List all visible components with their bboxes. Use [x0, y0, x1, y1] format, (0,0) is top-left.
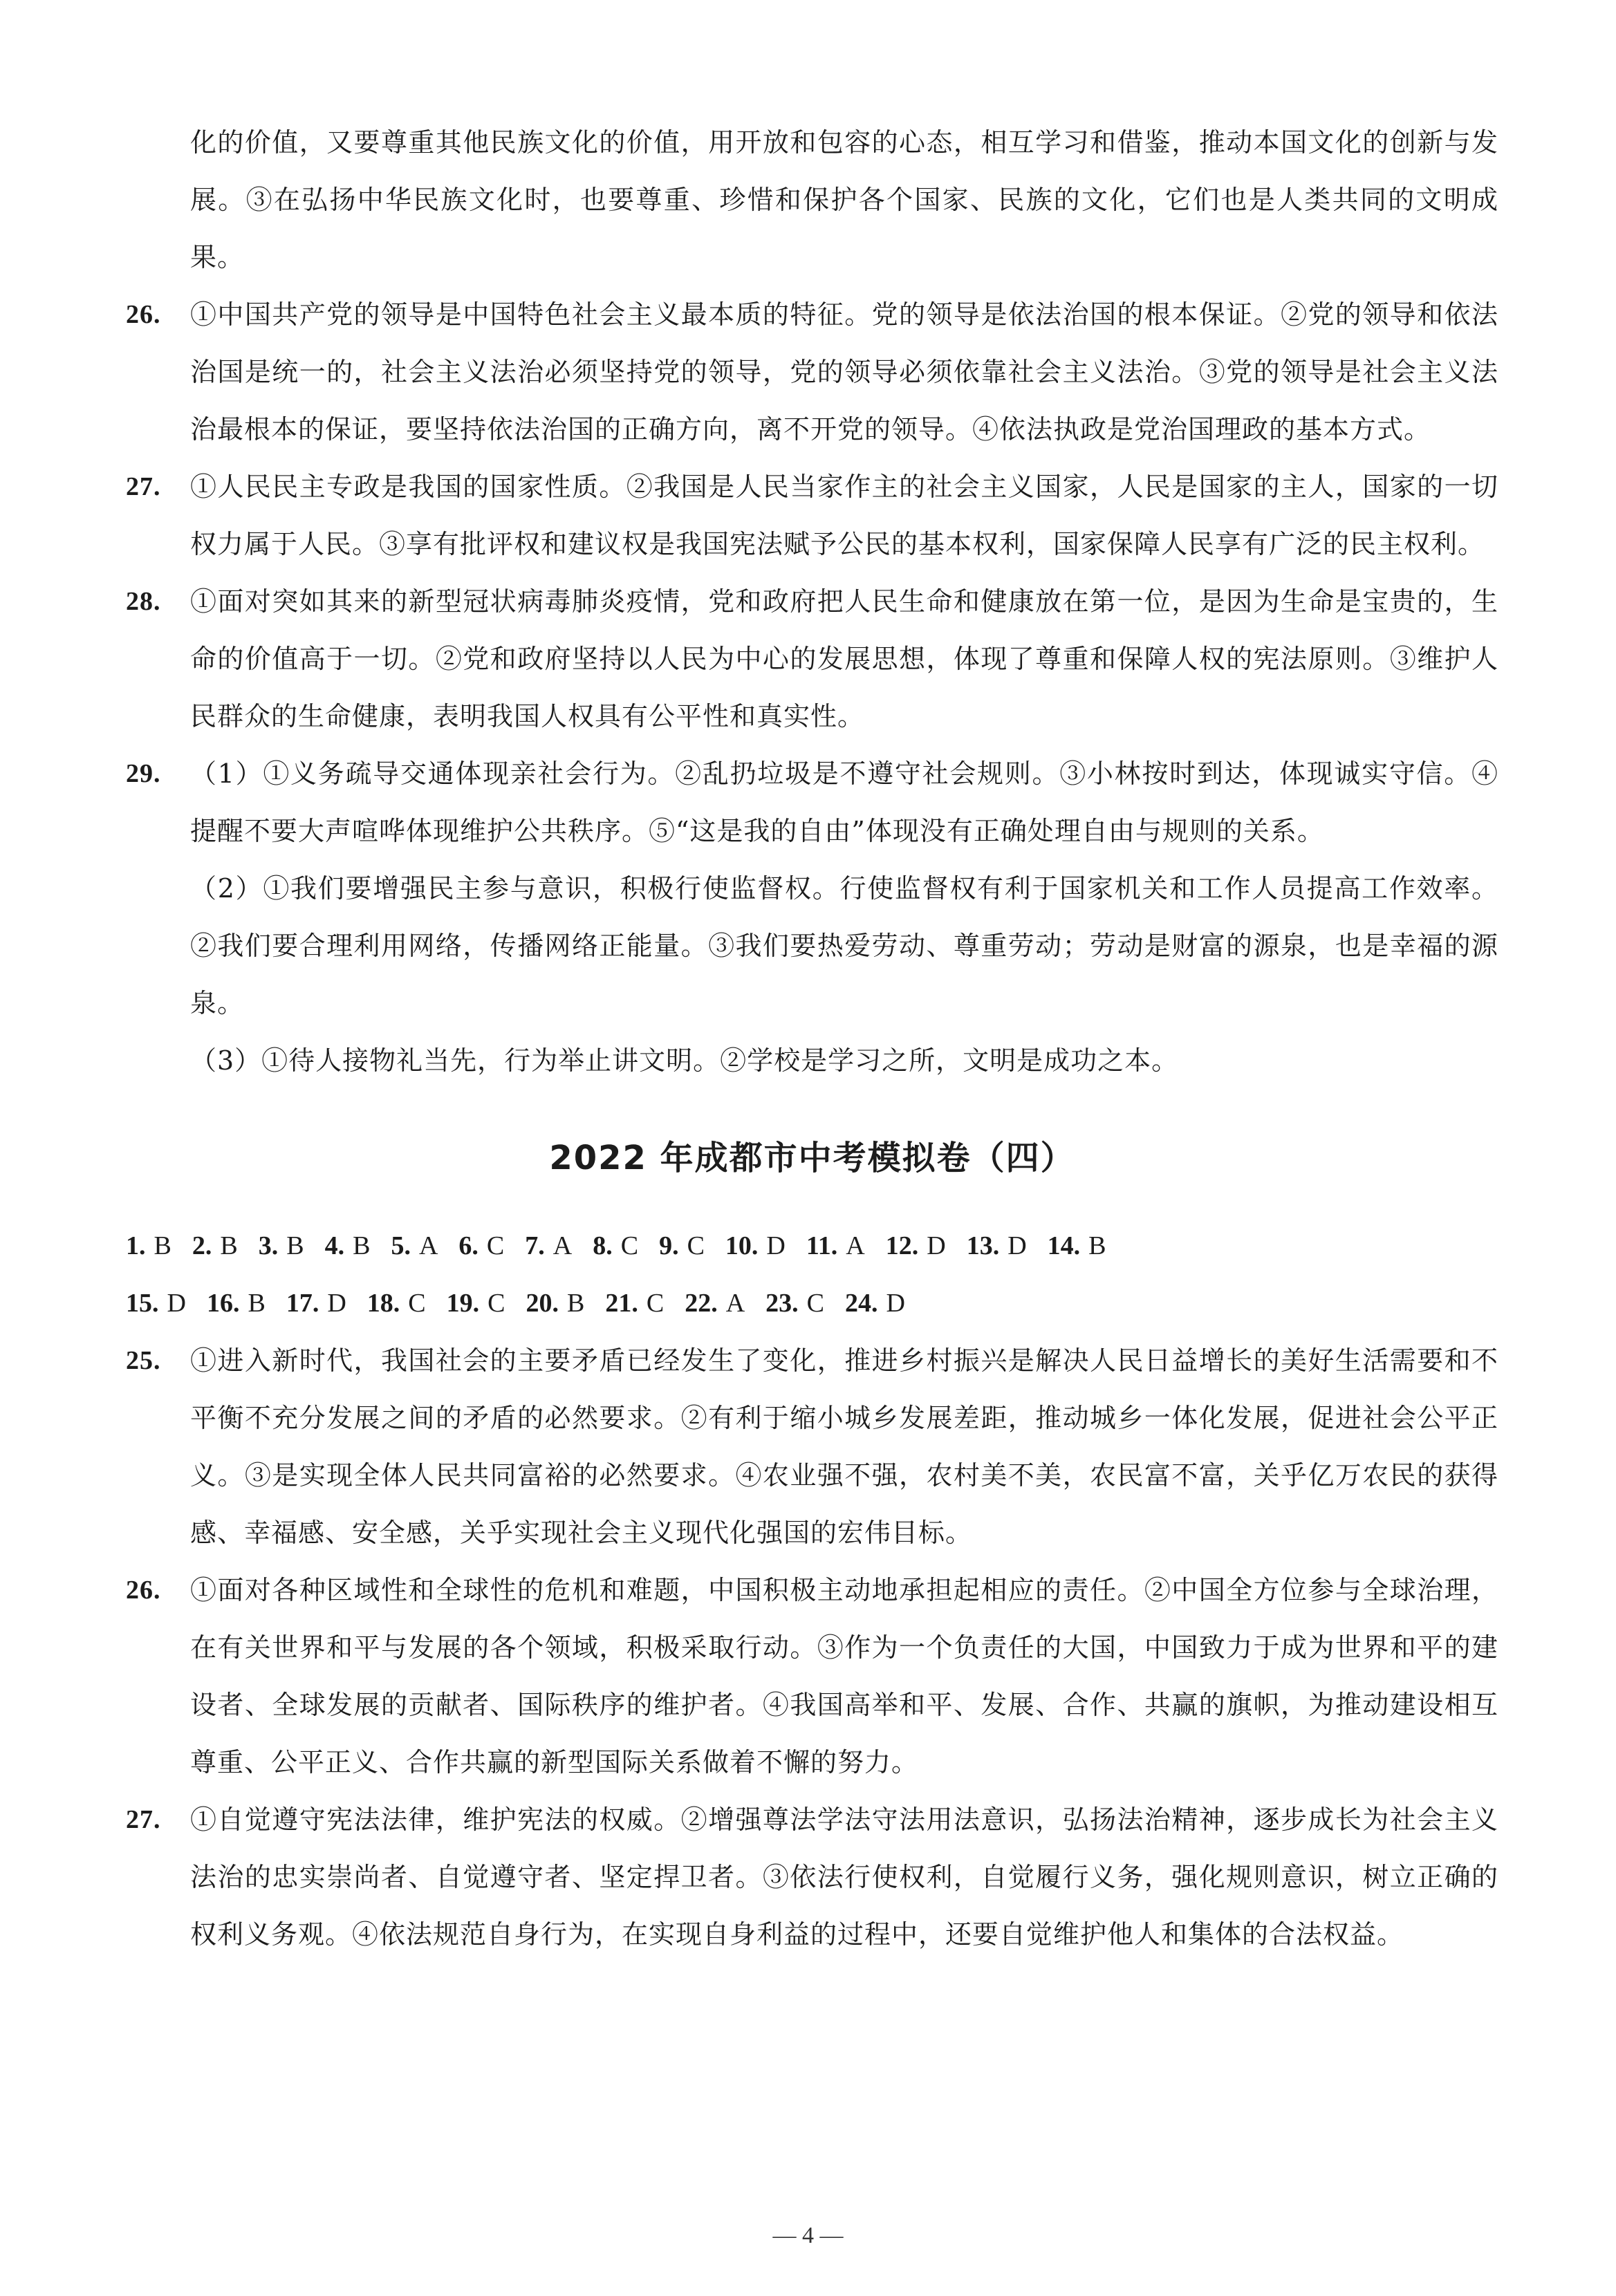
question-number: 29. — [126, 759, 161, 788]
choice-answer-letter: C — [620, 1231, 639, 1260]
page-number: — 4 — — [772, 2223, 844, 2248]
choice-answer-letter: C — [687, 1231, 705, 1260]
answer-29 — [126, 745, 1498, 860]
choice-answer — [447, 1275, 505, 1332]
choice-answer — [367, 1275, 426, 1332]
choice-question-number: 7. — [525, 1231, 545, 1260]
choice-answer — [391, 1217, 438, 1275]
question-number: 26. — [126, 1576, 161, 1605]
choice-answers — [126, 1217, 1498, 1332]
choice-question-number: 9. — [659, 1231, 679, 1260]
choice-answer-letter: C — [486, 1231, 505, 1260]
choice-answer — [605, 1275, 664, 1332]
choice-question-number: 20. — [526, 1289, 559, 1318]
choice-question-number: 6. — [458, 1231, 479, 1260]
choice-answer-letter: A — [552, 1231, 573, 1260]
choice-answer — [593, 1217, 638, 1275]
choice-question-number: 2. — [192, 1231, 212, 1260]
choice-answer-letter: A — [846, 1231, 865, 1260]
choice-answer — [458, 1217, 504, 1275]
choice-question-number: 14. — [1047, 1231, 1081, 1260]
question-number: 28. — [126, 587, 161, 616]
answer-26 — [126, 286, 1498, 458]
choice-question-number: 5. — [391, 1231, 411, 1260]
choice-question-number: 8. — [593, 1231, 613, 1260]
choice-answer — [126, 1217, 171, 1275]
choice-question-number: 16. — [206, 1289, 240, 1318]
choice-question-number: 21. — [605, 1289, 638, 1318]
choice-answer-letter: A — [725, 1289, 745, 1318]
choice-answer-letter: C — [408, 1289, 426, 1318]
choice-answer-letter: D — [927, 1231, 946, 1260]
choice-answer-letter: B — [566, 1289, 585, 1318]
choice-question-number: 23. — [765, 1289, 799, 1318]
choice-answer-letter: D — [1007, 1231, 1027, 1260]
choice-answer-letter: D — [167, 1289, 186, 1318]
answer-28 — [126, 573, 1498, 745]
answer-27 — [126, 458, 1498, 573]
answer-text: ①面对突如其来的新型冠状病毒肺炎疫情，党和政府把人民生命和健康放在第一位，是因为生命是宝贵的，生命的价值高于一切。②党和政府坚持以人民为中心的发展思想，体现了尊重和保障人权的宪法原则。③维护人民群众的生命健康，表明我国人权具有公平性和真实性。 — [190, 586, 1498, 731]
choice-answer-letter: C — [646, 1289, 665, 1318]
choice-question-number: 1. — [126, 1231, 146, 1260]
choice-question-number: 12. — [885, 1231, 919, 1260]
answer-27-b — [126, 1791, 1498, 1963]
answer-text: ①人民民主专政是我国的国家性质。②我国是人民当家作主的社会主义国家，人民是国家的主人，国家的一切权力属于人民。③享有批评权和建议权是我国宪法赋予公民的基本权利，国家保障人民享有广泛的民主权利。 — [190, 472, 1498, 559]
choice-answer-letter: B — [248, 1289, 266, 1318]
answer-29-part-2: （2）①我们要增强民主参与意识，积极行使监督权。行使监督权有利于国家机关和工作人员提高工作效率。②我们要合理利用网络，传播网络正能量。③我们要热爱劳动、尊重劳动；劳动是财富的源泉，也是幸福的源泉。 — [190, 873, 1498, 1018]
answer-text: （1）①义务疏导交通体现亲社会行为。②乱扔垃圾是不遵守社会规则。③小林按时到达，体现诚实守信。④提醒不要大声喧哗体现维护公共秩序。⑤“这是我的自由”体现没有正确处理自由与规则的关系。 — [190, 758, 1498, 846]
choice-question-number: 10. — [725, 1231, 759, 1260]
choice-answer-letter: B — [1088, 1231, 1106, 1260]
choice-question-number: 4. — [324, 1231, 345, 1260]
answer-29-part-3: （3）①待人接物礼当先，行为举止讲文明。②学校是学习之所，文明是成功之本。 — [190, 1045, 1179, 1076]
answer-25 — [126, 1332, 1498, 1562]
choice-answer — [967, 1217, 1027, 1275]
choice-answer — [286, 1275, 346, 1332]
choice-answer — [845, 1275, 905, 1332]
choice-answer — [526, 1275, 584, 1332]
choice-answer — [886, 1217, 946, 1275]
choice-answers-row-2 — [126, 1275, 1498, 1332]
choice-question-number: 22. — [685, 1289, 718, 1318]
choice-answers-row-1 — [126, 1217, 1498, 1275]
choice-answer — [659, 1217, 705, 1275]
page-content — [126, 114, 1498, 1963]
choice-answer-letter: C — [806, 1289, 825, 1318]
choice-answer-letter: D — [766, 1231, 786, 1260]
choice-answer — [325, 1217, 371, 1275]
choice-answer-letter: B — [353, 1231, 371, 1260]
question-number: 26. — [126, 300, 161, 329]
choice-answer — [685, 1275, 745, 1332]
choice-question-number: 24. — [845, 1289, 878, 1318]
choice-answer-letter: B — [220, 1231, 238, 1260]
choice-answer — [525, 1217, 572, 1275]
choice-answer — [126, 1275, 186, 1332]
answer-text: ①自觉遵守宪法法律，维护宪法的权威。②增强尊法学法守法用法意识，弘扬法治精神，逐步成长为社会主义法治的忠实崇尚者、自觉遵守者、坚定捍卫者。③依法行使权利，自觉履行义务，强化规则意识，树立正确的权利义务观。④依法规范自身行为，在实现自身利益的过程中，还要自觉维护他人和集体的合法权益。 — [190, 1804, 1498, 1950]
answer-text: ①面对各种区域性和全球性的危机和难题，中国积极主动地承担起相应的责任。②中国全方位参与全球治理，在有关世界和平与发展的各个领域，积极采取行动。③作为一个负责任的大国，中国致力于成为世界和平的建设者、全球发展的贡献者、国际秩序的维护者。④我国高举和平、发展、合作、共赢的旗帜，为推动建设相互尊重、公平正义、合作共赢的新型国际关系做着不懈的努力。 — [190, 1575, 1498, 1777]
choice-answer — [725, 1217, 786, 1275]
answer-text: ①中国共产党的领导是中国特色社会主义最本质的特征。党的领导是依法治国的根本保证。②党的领导和依法治国是统一的，社会主义法治必须坚持党的领导，党的领导必须依靠社会主义法治。③党的领导是社会主义法治最根本的保证，要坚持依法治国的正确方向，离不开党的领导。④依法执政是党治国理政的基本方式。 — [190, 299, 1498, 445]
choice-question-number: 11. — [806, 1231, 838, 1260]
choice-question-number: 13. — [966, 1231, 1000, 1260]
choice-answer — [806, 1217, 865, 1275]
choice-answer-letter: B — [154, 1231, 171, 1260]
choice-answer-letter: B — [286, 1231, 304, 1260]
question-number: 27. — [126, 1805, 161, 1834]
question-number: 25. — [126, 1346, 161, 1375]
answer-26-b — [126, 1562, 1498, 1791]
choice-answer-letter: C — [487, 1289, 505, 1318]
choice-question-number: 3. — [258, 1231, 279, 1260]
choice-answer-letter: D — [327, 1289, 346, 1318]
choice-answer — [1048, 1217, 1106, 1275]
answer-text: ①进入新时代，我国社会的主要矛盾已经发生了变化，推进乡村振兴是解决人民日益增长的美好生活需要和不平衡不充分发展之间的矛盾的必然要求。②有利于缩小城乡发展差距，推动城乡一体化发展，促进社会公平正义。③是实现全体人民共同富裕的必然要求。④农业强不强，农村美不美，农民富不富，关乎亿万农民的获得感、幸福感、安全感，关乎实现社会主义现代化强国的宏伟目标。 — [190, 1345, 1498, 1548]
choice-question-number: 17. — [286, 1289, 319, 1318]
choice-answer — [765, 1275, 824, 1332]
choice-answer — [207, 1275, 266, 1332]
choice-question-number: 15. — [126, 1289, 159, 1318]
choice-question-number: 19. — [446, 1289, 480, 1318]
section-title: 2022 年成都市中考模拟卷（四） — [549, 1139, 1075, 1177]
choice-answer — [192, 1217, 238, 1275]
continuation-paragraph: 化的价值，又要尊重其他民族文化的价值，用开放和包容的心态，相互学习和借鉴，推动本国文化的创新与发展。③在弘扬中华民族文化时，也要尊重、珍惜和保护各个国家、民族的文化，它们也是人类共同的文明成果。 — [190, 127, 1498, 272]
choice-answer — [259, 1217, 304, 1275]
choice-question-number: 18. — [366, 1289, 400, 1318]
choice-answer-letter: D — [886, 1289, 905, 1318]
question-number: 27. — [126, 472, 161, 501]
choice-answer-letter: A — [418, 1231, 438, 1260]
